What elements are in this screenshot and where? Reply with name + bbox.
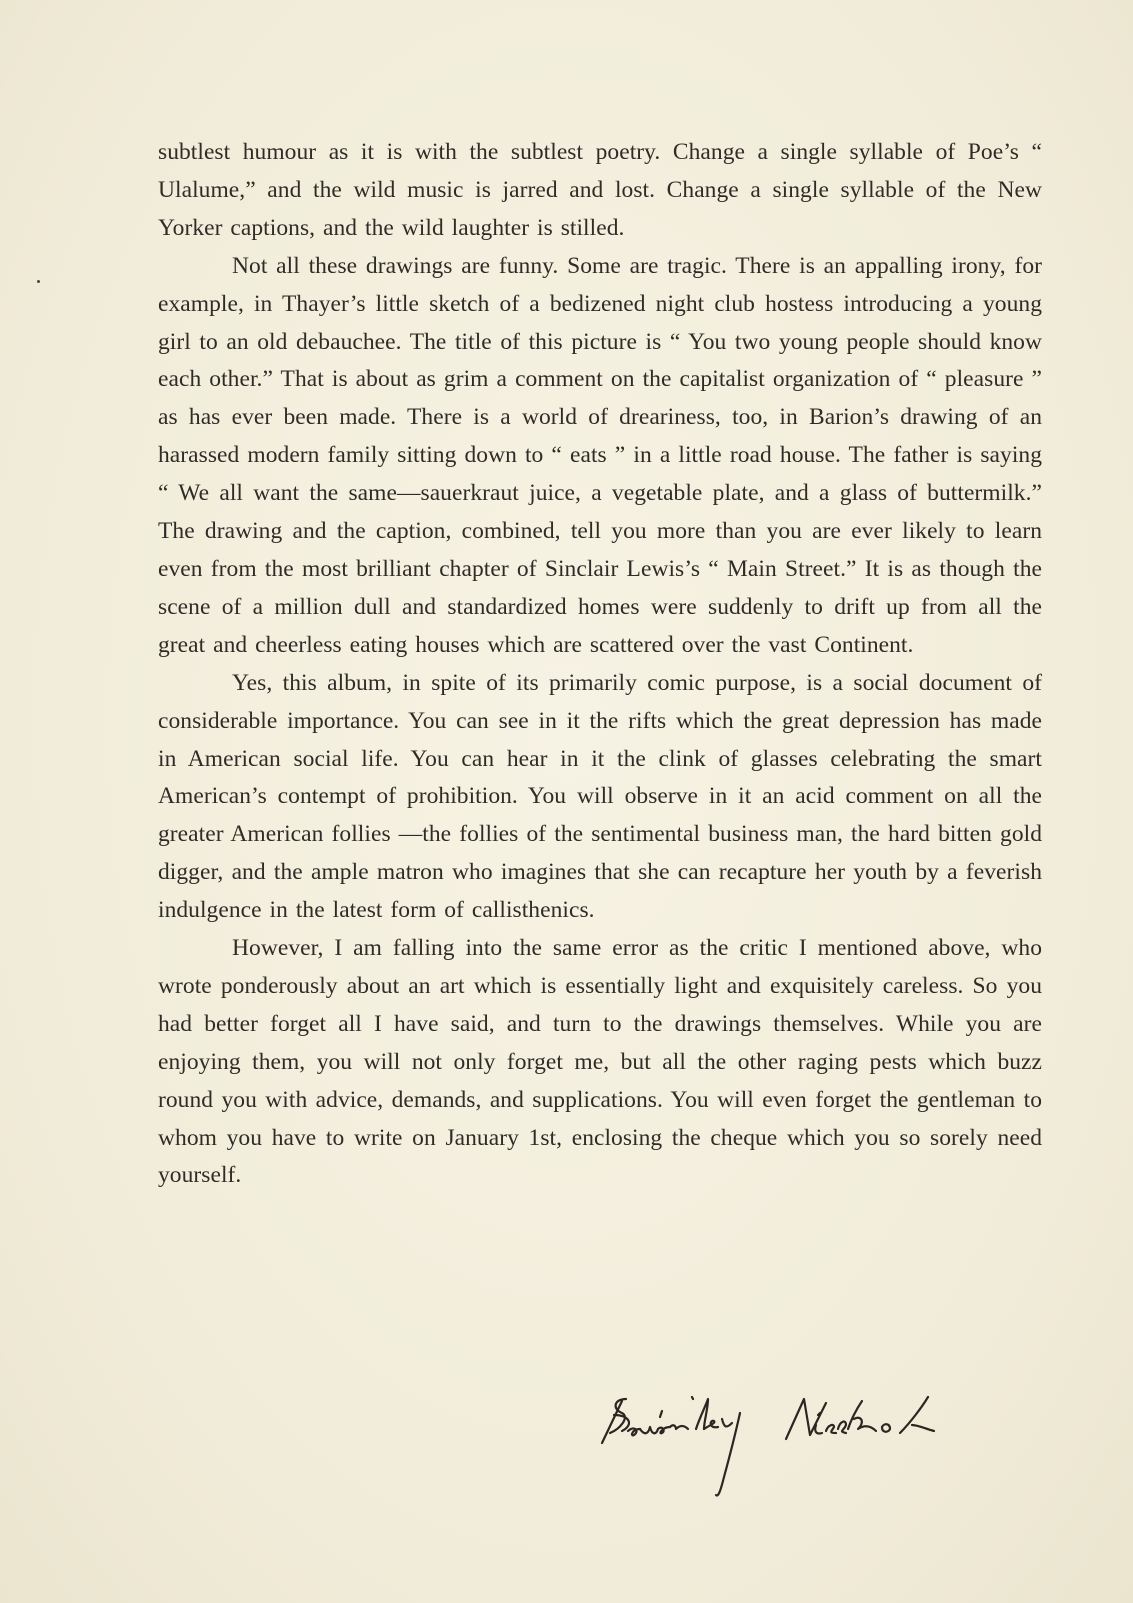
paragraph-social-document: Yes, this album, in spite of its primarily comic purpose, is a social document of considerable importance. You can see in it the rifts which the great depression has made in American social life. You can hear in it the clink of glasses celebrating the smart American’s contempt of prohibition. You will observe in it an acid comment on all the greater American follies —the follies of the sentimental business man, the hard bitten gold digger, and the ample matron who imagines that she can recapture her youth by a feverish indulgence in the latest form of callisthenics. [158, 669, 1042, 924]
paragraph-continuation: subtlest humour as it is with the subtlest poetry. Change a single syllable of Poe’s “ Ulalume,” and the wild music is jarred and lost. Change a single syllable of the New Yorker captions, and the wild laughter is stilled. [158, 139, 1042, 241]
handwritten-signature [600, 1395, 970, 1545]
paragraph-closing: However, I am falling into the same error as the critic I mentioned above, who wrote ponderously about an art which is essentially light and exquisitely careless. So you had better forget all I have said, and turn to the drawings themselves. While you are enjoying them, you will not only forget me, but all the other raging pests which buzz round you with advice, demands, and supplications. You will even forget the gentleman to whom you have to write on January 1st, enclosing the cheque which you so sorely need yourself. [158, 935, 1042, 1189]
paragraph-drawings-tragic: Not all these drawings are funny. Some are tragic. There is an appalling irony, for example, in Thayer’s little sketch of a bedizened night club hostess introducing a young girl to an old debauchee. The title of this picture is “ You two young people should know each other.” That is about as grim a comment on the capitalist organization of “ pleasure ” as has ever been made. There is a world of dreariness, too, in Barion’s drawing of an harassed modern family sitting down to “ eats ” in a little road house. The father is saying “ We all want the same—sauerkraut juice, a vegetable plate, and a glass of buttermilk.” The drawing and the caption, combined, tell you more than you are ever likely to learn even from the most brilliant chapter of Sinclair Lewis’s “ Main Street.” It is as though the scene of a million dull and standardized homes were suddenly to drift up from all the great and cheerless eating houses which are scattered over the vast Continent. [158, 252, 1042, 658]
body-text [158, 134, 1042, 1195]
paper-speck [37, 280, 40, 283]
